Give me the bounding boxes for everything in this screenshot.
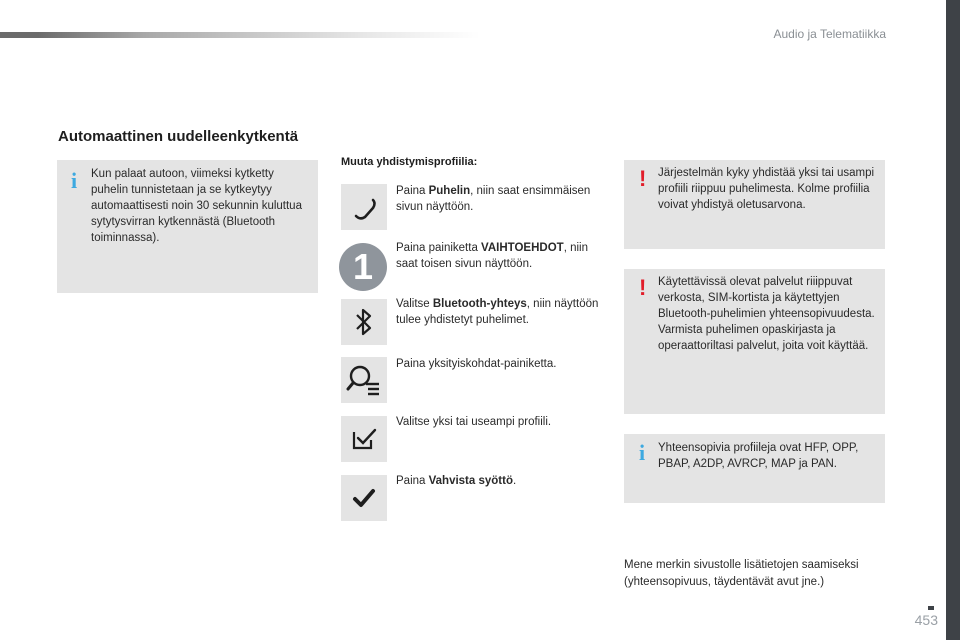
section-title: Automaattinen uudelleenkytkentä xyxy=(58,128,299,145)
details-button xyxy=(341,357,387,403)
profile-checkbox-icon xyxy=(351,426,377,452)
compatible-profiles-info-box xyxy=(624,434,885,503)
step-options-text: Paina painiketta VAIHTOEHDOT, niin saat toisen sivun näyttöön. xyxy=(396,242,588,270)
profile-select-button xyxy=(341,416,387,462)
info-icon: i xyxy=(71,168,78,193)
profile-capability-text: Järjestelmän kyky yhdistää yksi tai usampi profiili riippuu puhelimesta. Kolme profiilia voivat yhdistyä oletusarvona. xyxy=(658,167,875,211)
phone-button xyxy=(341,184,387,230)
chapter-title: Audio ja Telematiikka xyxy=(773,27,886,41)
bluetooth-button xyxy=(341,299,387,345)
confirm-button xyxy=(341,475,387,521)
auto-reconnect-text: Kun palaat autoon, viimeksi kytketty puhelin tunnistetaan ja se kytkeytyy automaattisesti noin 30 sekunnin kuluttua sytytysvirran kytkennästä (Bluetooth toiminnassa). xyxy=(91,168,302,244)
page-edge-strip xyxy=(946,0,960,640)
services-warning-box xyxy=(624,269,885,414)
page-number: 453 xyxy=(914,612,938,628)
warning-icon: ! xyxy=(639,275,647,300)
step-bluetooth-text: Valitse Bluetooth-yhteys, niin näyttöön tulee yhdistetyt puhelimet. xyxy=(396,298,599,326)
bluetooth-icon xyxy=(352,306,376,338)
step-confirm-text: Paina Vahvista syöttö. xyxy=(396,475,517,487)
services-text: Käytettävissä olevat palvelut riiippuvat verkosta, SIM-kortista ja käytettyjen Bluetooth-puhelimien yhteensopivuudesta. Varmista puhelimen opaskirjasta ja operaattoriltasi palvelut, joita voit käyttää. xyxy=(658,276,875,352)
website-footnote: Mene merkin sivustolle lisätietojen saamiseksi (yhteensopivuus, täydentävät avut jne.) xyxy=(624,559,859,588)
step-number-badge: 1 xyxy=(339,243,387,291)
step-phone-text: Paina Puhelin, niin saat ensimmäisen sivun näyttöön. xyxy=(396,185,591,213)
change-profile-title: Muuta yhdistymisprofiilia: xyxy=(341,156,478,168)
compatible-profiles-text: Yhteensopivia profiileja ovat HFP, OPP, PBAP, A2DP, AVRCP, MAP ja PAN. xyxy=(658,442,859,470)
step-profile-text: Valitse yksi tai useampi profiili. xyxy=(396,416,552,428)
details-search-icon xyxy=(346,362,382,398)
header-gradient-bar xyxy=(0,32,480,38)
profile-capability-warning-box xyxy=(624,160,885,249)
step-details-text: Paina yksityiskohdat-painiketta. xyxy=(396,358,557,370)
page-marker xyxy=(928,606,934,610)
auto-reconnect-info-box xyxy=(57,160,318,293)
warning-icon: ! xyxy=(639,166,647,191)
info-icon: i xyxy=(639,440,646,465)
phone-icon xyxy=(349,192,379,222)
checkmark-icon xyxy=(351,485,377,511)
